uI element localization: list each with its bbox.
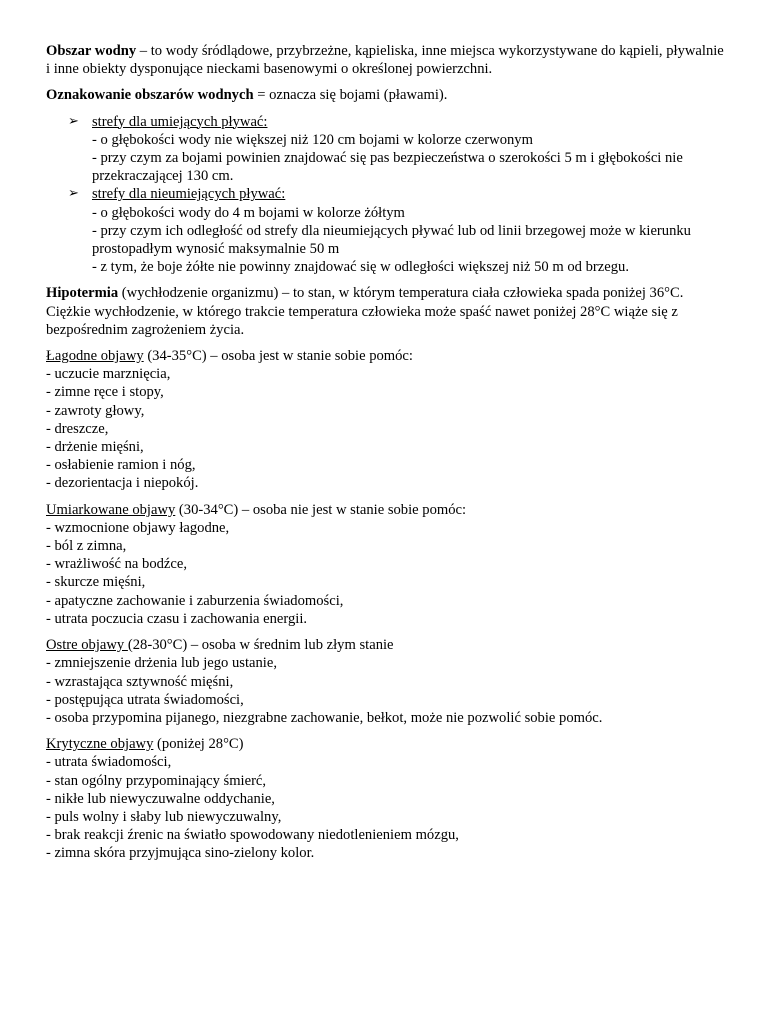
bullet-line: - o głębokości wody do 4 m bojami w kolorze żółtym (92, 204, 405, 221)
list-item: - drżenie mięśni, (46, 439, 144, 456)
section-heading (46, 501, 728, 519)
section-moderate-symptoms (46, 501, 728, 628)
list-item: - brak reakcji źrenic na światło spowodowany niedotlenieniem mózgu, (46, 827, 459, 844)
term-water-area: Obszar wodny (46, 43, 137, 59)
list-item: - utrata świadomości, (46, 754, 172, 771)
definition-water-area (46, 42, 728, 78)
list-item: - nikłe lub niewyczuwalne oddychanie, (46, 790, 275, 807)
bullet-non-swimmers-zone (46, 185, 728, 276)
term-water-marking: Oznakowanie obszarów wodnych (46, 87, 254, 104)
list-item: - osłabienie ramion i nóg, (46, 457, 196, 474)
bullet-swimmers-zone (46, 113, 728, 186)
list-item: - utrata poczucia czasu i zachowania energii. (46, 610, 308, 627)
bullet-line: - z tym, że boje żółte nie powinny znajdować się w odległości większej niż 50 m od brzegu. (92, 259, 629, 276)
list-item: - stan ogólny przypominający śmierć, (46, 772, 267, 789)
section-subtitle: (34-35°C) – osoba jest w stanie sobie pomóc: (143, 348, 413, 365)
list-item: - wrażliwość na bodźce, (46, 556, 188, 573)
definition-water-marking-text: = oznacza się bojami (pławami). (253, 87, 448, 104)
arrow-bullet-icon: ➢ (68, 113, 79, 129)
definition-water-area-text: – to wody śródlądowe, przybrzeżne, kąpieliska, inne miejsca wykorzystywane do kąpieli, pływalnie i inne obiekty dysponujące nieckami basenowymi o określonej powierzchni. (46, 43, 724, 78)
bullet-line: - o głębokości wody nie większej niż 120 cm bojami w kolorze czerwonym (92, 131, 533, 148)
section-subtitle: (poniżej 28°C) (153, 736, 244, 753)
list-item: - zimne ręce i stopy, (46, 384, 164, 401)
bullet-line: - przy czym za bojami powinien znajdować się pas bezpieczeństwa o szerokości 5 m i głębokości nie przekraczającej 130 cm. (92, 150, 683, 185)
definition-water-marking (46, 86, 728, 104)
section-critical-symptoms (46, 735, 728, 862)
section-subtitle: (28-30°C) – osoba w średnim lub złym stanie (127, 637, 394, 654)
list-item: - ból z zimna, (46, 538, 127, 555)
list-item: - postępująca utrata świadomości, (46, 691, 244, 708)
section-mild-symptoms (46, 347, 728, 493)
list-item: - skurcze mięśni, (46, 574, 146, 591)
section-heading (46, 636, 728, 654)
list-item: - zawroty głowy, (46, 402, 145, 419)
section-subtitle: (30-34°C) – osoba nie jest w stanie sobie pomóc: (175, 501, 467, 518)
list-item: - wzmocnione objawy łagodne, (46, 519, 230, 536)
arrow-bullet-icon: ➢ (68, 186, 79, 202)
definition-hypothermia-text: (wychłodzenie organizmu) – to stan, w którym temperatura ciała człowieka spada poniżej 36°C. Ciężkie wychłodzenie, w którego trakcie temperatura człowieka może spaść nawet poniżej 28°C wiąże się z bezpośrednim zagrożeniem życia. (46, 285, 684, 338)
zone-bullet-list (46, 113, 728, 277)
list-item: - zimna skóra przyjmująca sino-zielony kolor. (46, 845, 315, 862)
bullet-heading: strefy dla umiejących pływać: (92, 113, 268, 130)
term-hypothermia: Hipotermia (46, 285, 119, 302)
bullet-heading: strefy dla nieumiejących pływać: (92, 186, 286, 203)
section-title: Łagodne objawy (46, 348, 144, 365)
section-title: Ostre objawy (46, 637, 128, 654)
list-item: - wzrastająca sztywność mięśni, (46, 673, 234, 690)
list-item: - dreszcze, (46, 420, 109, 437)
list-item: - uczucie marznięcia, (46, 366, 171, 383)
list-item: - dezorientacja i niepokój. (46, 475, 199, 492)
list-item: - osoba przypomina pijanego, niezgrabne zachowanie, bełkot, może nie pozwolić sobie pomóc. (46, 709, 603, 726)
bullet-line: - przy czym ich odległość od strefy dla nieumiejących pływać lub od linii brzegowej może w kierunku prostopadłym wynosić maksymalnie 50 m (92, 222, 691, 258)
section-heading (46, 735, 728, 753)
section-title: Krytyczne objawy (46, 736, 154, 753)
definition-hypothermia (46, 284, 728, 339)
section-title: Umiarkowane objawy (46, 501, 176, 518)
list-item: - apatyczne zachowanie i zaburzenia świadomości, (46, 592, 344, 609)
section-heading (46, 347, 728, 365)
list-item: - zmniejszenie drżenia lub jego ustanie, (46, 655, 277, 672)
list-item: - puls wolny i słaby lub niewyczuwalny, (46, 808, 282, 825)
section-acute-symptoms (46, 636, 728, 727)
